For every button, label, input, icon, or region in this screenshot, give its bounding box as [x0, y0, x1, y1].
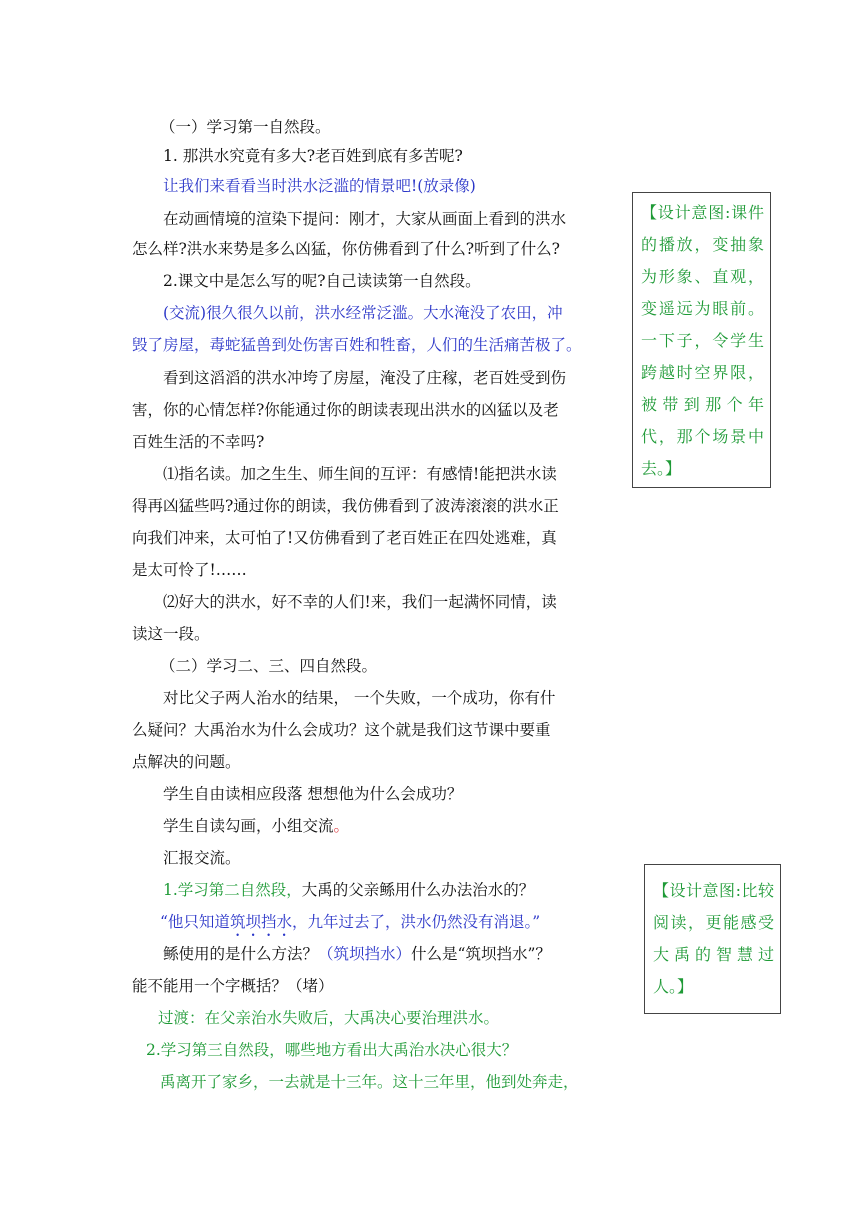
method-question-c: 什么是“筑坝挡水”？: [411, 945, 551, 963]
compare-line-3: 点解决的问题。: [132, 753, 241, 771]
feeling-line-3: 百姓生活的不幸吗?: [132, 433, 265, 451]
section-1-heading: （一）学习第一自然段。: [160, 118, 331, 136]
method-question-line-2: 能不能用一个字概括？（堵）: [132, 977, 334, 995]
design-intent-note-2: 【设计意图:比较阅读，更能感受大禹的智慧过人。】: [644, 864, 781, 1014]
quote-emphasis: 筑坝挡水: [229, 913, 292, 931]
question-1: 1. 那洪水究竟有多大?老百姓到底有多苦呢?: [163, 147, 463, 165]
quote-line: [160, 911, 642, 940]
section-2-heading: （二）学习二、三、四自然段。: [160, 657, 378, 675]
quote-part-2: ，九年过去了，洪水仍然没有消退。”: [291, 913, 541, 931]
reading-2-line-1: ⑵好大的洪水，好不幸的人们!来，我们一起满怀同情，读: [163, 593, 557, 611]
video-prompt: 让我们来看看当时洪水泛滥的情景吧!(放录像): [163, 177, 476, 195]
reading-1-line-4: 是太可怜了!……: [132, 561, 247, 579]
reading-1-line-2: 得再凶猛些吗?通过你的朗读，我仿佛看到了波涛滚滚的洪水正: [132, 497, 559, 515]
self-reading-period: 。: [333, 817, 350, 835]
report-exchange: 汇报交流。: [163, 849, 241, 867]
exchange-label: (交流): [163, 304, 207, 322]
paragraph-3-text: 禹离开了家乡，一去就是十三年。这十三年里，他到处奔走，: [160, 1073, 579, 1091]
feeling-line-2: 害，你的心情怎样?你能通过你的朗读表现出洪水的凶猛以及老: [132, 401, 559, 419]
reading-2-line-2: 读这一段。: [132, 625, 210, 643]
compare-line-2: 么疑问？大禹治水为什么会成功？这个就是我们这节课中要重: [132, 721, 551, 739]
reading-1-line-3: 向我们冲来，太可怕了!又仿佛看到了老百姓正在四处逃难，真: [132, 529, 557, 547]
method-question-line-1: [163, 943, 614, 965]
paragraph-3-question: 2.学习第三自然段，哪些地方看出大禹治水决心很大？: [146, 1041, 518, 1059]
quote-part-1: “他只知道: [160, 913, 230, 931]
compare-line-1: 对比父子两人治水的结果， 一个失败，一个成功，你有什: [163, 689, 556, 707]
free-reading: 学生自由读相应段落 想想他为什么会成功？: [163, 785, 463, 803]
exchange-text: 很久很久以前，洪水经常泛滥。大水淹没了农田，冲: [206, 304, 563, 322]
exchange-line-2: 毁了房屋，毒蛇猛兽到处伤害百姓和牲畜，人们的生活痛苦极了。: [132, 336, 582, 354]
self-reading-text: 学生自读勾画，小组交流: [163, 817, 334, 835]
prompt-question-line-2: 怎么样?洪水来势是多么凶猛，你仿佛看到了什么?听到了什么?: [132, 240, 560, 258]
method-question-a: 鲧使用的是什么方法？: [163, 945, 319, 963]
reading-1-line-1: ⑴指名读。加之生生、师生间的互评：有感情!能把洪水读: [163, 465, 557, 483]
feeling-line-1: 看到这滔滔的洪水冲垮了房屋，淹没了庄稼，老百姓受到伤: [163, 369, 567, 387]
prompt-question-line-1: 在动画情境的渲染下提问：刚才，大家从画面上看到的洪水: [163, 210, 567, 228]
paragraph-2-question: [163, 879, 614, 901]
paragraph-2-question-text: 大禹的父亲鲧用什么办法治水的？: [301, 881, 535, 899]
method-answer: （筑坝挡水）: [318, 945, 412, 963]
question-2: 2.课文中是怎么写的呢?自己读读第一自然段。: [163, 272, 481, 290]
self-reading: [163, 815, 614, 837]
design-intent-note-1: 【设计意图:课件的播放，变抽象为形象、直观，变遥远为眼前。一下子，令学生跨越时空界限，被带到那个年代，那个场景中去。】: [632, 192, 771, 488]
transition-line: 过渡：在父亲治水失败后，大禹决心要治理洪水。: [158, 1009, 500, 1027]
paragraph-2-label: 1.学习第二自然段，: [163, 881, 302, 899]
exchange-line-1: [163, 302, 614, 324]
